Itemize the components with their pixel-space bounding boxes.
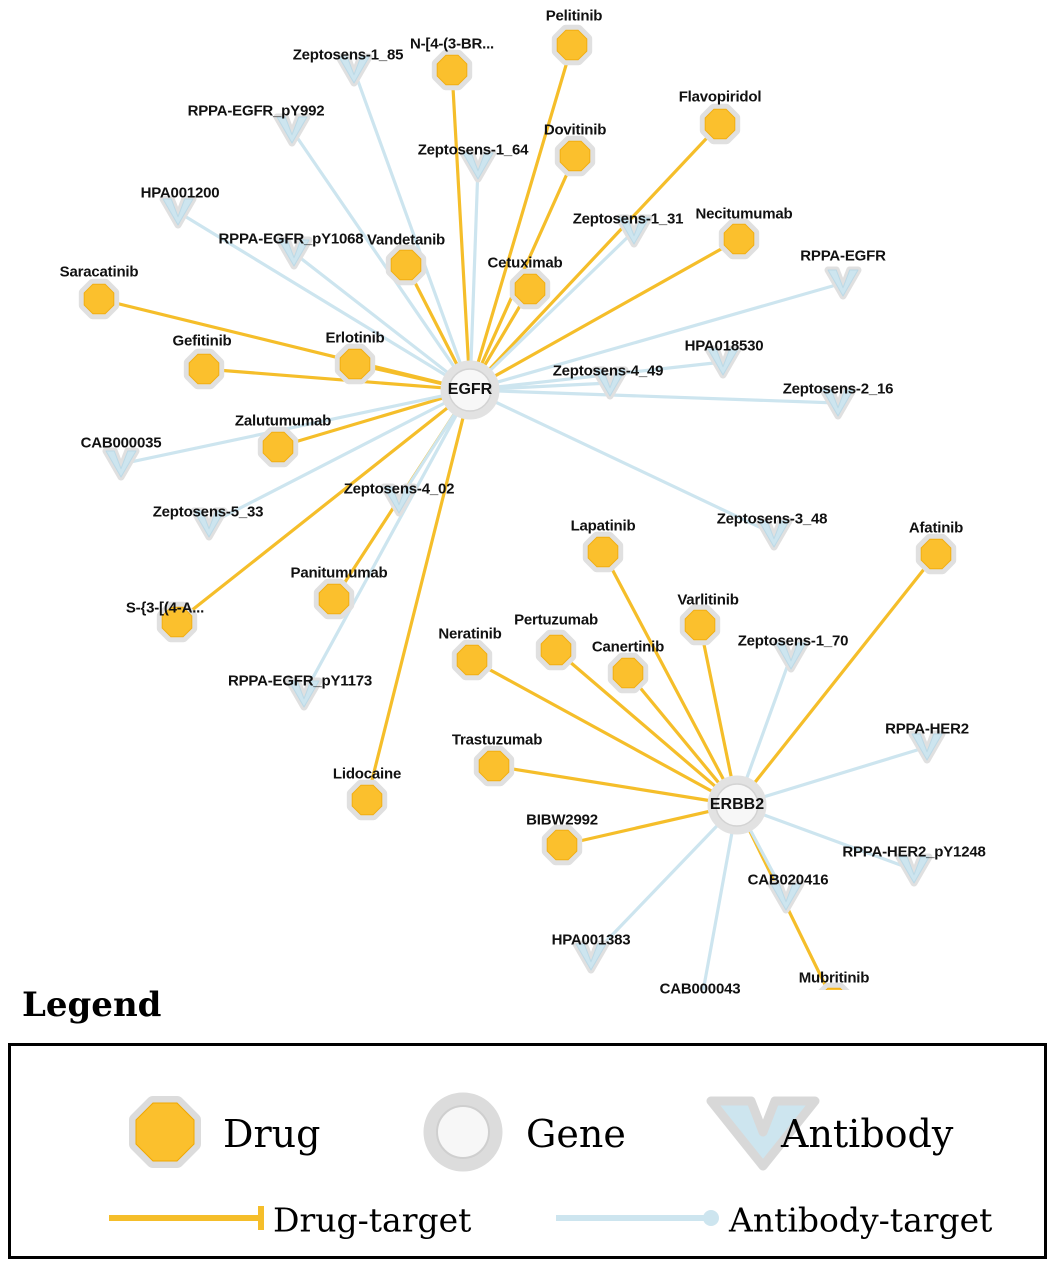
antibody-node-label: HPA001383 [551, 931, 631, 949]
antibody-node-label: Zeptosens-1_70 [737, 632, 849, 650]
drug-node-label: Necitumumab [695, 205, 793, 223]
drug-node-label: Zalutumumab [234, 412, 332, 430]
drug-node-label: Mubritinib [798, 969, 870, 987]
drug-node-label: Pelitinib [545, 7, 603, 25]
drug-node[interactable] [704, 108, 735, 139]
drug-node-label: Panitumumab [290, 564, 388, 582]
drug-target-edge [753, 554, 936, 785]
drug-node[interactable] [390, 249, 421, 280]
antibody-node[interactable] [106, 451, 136, 477]
antibody-node-label: CAB000043 [659, 980, 741, 998]
legend-box [8, 1043, 1047, 1259]
drug-target-edge [452, 70, 469, 364]
antibody-node-label: CAB020416 [747, 871, 829, 889]
drug-node[interactable] [188, 353, 219, 384]
antibody-node-label: HPA001200 [140, 184, 220, 202]
drug-target-edge [204, 369, 444, 388]
antibody-node-label: RPPA-HER2_pY1248 [842, 843, 986, 861]
drug-node-label: Pertuzumab [514, 611, 598, 629]
drug-node[interactable] [587, 536, 618, 567]
drug-node-label: Vandetanib [366, 231, 446, 249]
drug-node[interactable] [559, 140, 590, 171]
legend-drug-target-edge [109, 1206, 261, 1230]
antibody-node-label: Zeptosens-4_02 [343, 480, 455, 498]
drug-node-label: N-[4-(3-BR... [409, 35, 495, 53]
legend-antibody-target-edge [556, 1210, 719, 1226]
drug-target-edge [700, 625, 732, 780]
drug-node-label: Trastuzumab [451, 731, 543, 749]
antibody-target-edge [354, 70, 461, 366]
antibody-target-edge [304, 413, 458, 694]
antibody-node-label: RPPA-EGFR [800, 247, 886, 265]
gene-node-label: EGFR [447, 381, 493, 398]
antibody-target-edge [746, 656, 791, 781]
legend-title: Legend [22, 985, 162, 1025]
legend-drug-label: Drug [223, 1112, 321, 1156]
antibody-node-label: RPPA-HER2 [885, 720, 969, 738]
antibody-node-label: CAB000035 [80, 434, 162, 452]
antibody-node-label: RPPA-EGFR_pY1173 [227, 672, 373, 690]
antibody-node-label: HPA018530 [684, 337, 764, 355]
drug-node[interactable] [612, 657, 643, 688]
antibody-target-edge [700, 831, 732, 990]
antibody-node[interactable] [277, 117, 307, 143]
legend-antibody-label: Antibody [781, 1112, 954, 1156]
legend-gene-label: Gene [526, 1112, 626, 1156]
antibody-target-edge [471, 166, 478, 364]
antibody-node-label: Zeptosens-5_33 [152, 503, 264, 521]
drug-node-label: Gefitinib [172, 332, 232, 350]
drug-target-edge [488, 121, 720, 371]
drug-node-label: BIBW2992 [526, 811, 598, 829]
antibody-node[interactable] [912, 734, 942, 760]
drug-node-label: Lidocaine [332, 765, 402, 783]
drug-node[interactable] [456, 644, 487, 675]
drug-node[interactable] [262, 431, 293, 462]
antibody-node[interactable] [899, 857, 929, 883]
drug-node[interactable] [920, 538, 951, 569]
drug-node-label: Lapatinib [570, 517, 636, 535]
drug-node[interactable] [436, 54, 467, 85]
drug-node-label: Dovitinib [543, 121, 607, 139]
drug-node[interactable] [478, 750, 509, 781]
legend-antibody-target-label: Antibody-target [729, 1200, 993, 1240]
legend-drug-target-label: Drug-target [273, 1200, 472, 1240]
drug-target-edge [494, 766, 711, 801]
drug-node[interactable] [514, 273, 545, 304]
drug-node-label: Saracatinib [59, 263, 139, 281]
drug-node[interactable] [540, 634, 571, 665]
drug-node-label: Erlotinib [325, 329, 385, 347]
drug-node[interactable] [684, 609, 715, 640]
antibody-node-label: RPPA-EGFR_pY1068 [218, 230, 364, 248]
drug-node-label: Cetuximab [487, 254, 563, 272]
antibody-node[interactable] [163, 199, 193, 225]
drug-node-label: Flavopiridol [678, 88, 762, 106]
legend [0, 985, 1059, 1280]
drug-node[interactable] [546, 829, 577, 860]
drug-target-edge [477, 45, 572, 365]
legend-drug-icon [136, 1103, 194, 1161]
antibody-node-label: Zeptosens-1_85 [292, 46, 404, 64]
drug-node[interactable] [723, 223, 754, 254]
antibody-node-label: Zeptosens-3_48 [716, 510, 828, 528]
drug-node[interactable] [318, 583, 349, 614]
antibody-node-label: Zeptosens-4_49 [552, 362, 664, 380]
drug-node-label: Neratinib [438, 625, 502, 643]
drug-node-label: Varlitinib [677, 591, 739, 609]
antibody-node-label: Zeptosens-2_16 [782, 380, 894, 398]
drug-node-label: Afatinib [908, 519, 964, 537]
drug-node[interactable] [83, 283, 114, 314]
antibody-node-label: RPPA-EGFR_pY992 [187, 102, 325, 120]
drug-node-label: Canertinib [591, 638, 665, 656]
antibody-node-label: Zeptosens-1_64 [417, 141, 529, 159]
drug-node[interactable] [351, 784, 382, 815]
legend-gene-icon [430, 1099, 496, 1165]
drug-node-label: S-{3-[(4-A... [125, 599, 205, 617]
antibody-target-edge [762, 747, 927, 797]
drug-node[interactable] [556, 29, 587, 60]
gene-node-label: ERBB2 [709, 796, 765, 813]
antibody-node-label: Zeptosens-1_31 [572, 210, 684, 228]
antibody-target-edge [761, 814, 914, 870]
drug-node[interactable] [339, 348, 370, 379]
antibody-node[interactable] [828, 270, 858, 296]
